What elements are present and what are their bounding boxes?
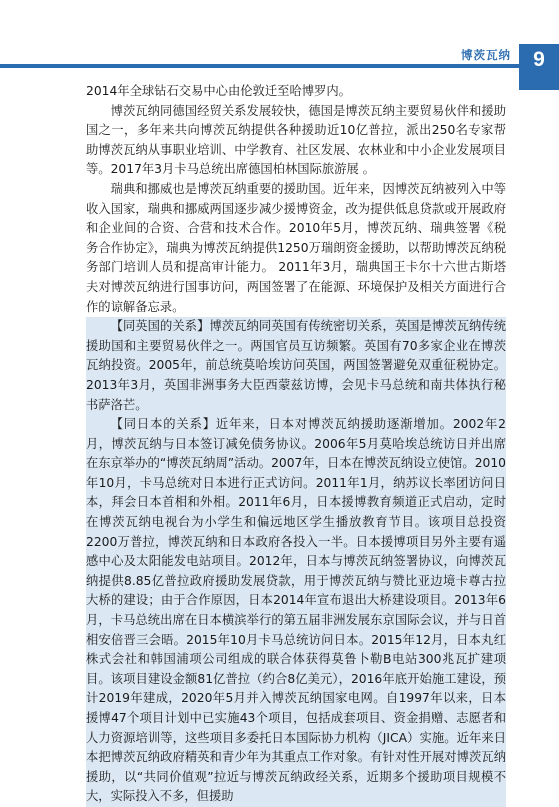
paragraph-sweden-norway: 瑞典和挪威也是博茨瓦纳重要的援助国。近年来，因博茨瓦纳被列入中等收入国家，瑞典和挪威两国逐步减少援博资金，改为提供低息贷款或开展政府和企业间的合资、合营和技术合作。2010年5月，博茨瓦纳、瑞典签署《税务合作协定》，瑞典为博茨瓦纳提供1250万瑞朗资金援助，以帮助博茨瓦纳税务部门培训人员和提高审计能力。 2011年3月，瑞典国王卡尔十六世古斯塔夫对博茨瓦纳进行国事访问，两国签署了在能源、环境保护及相关方面进行合作的谅解备忘录。 — [86, 181, 506, 314]
paragraph-1: 2014年全球钻石交易中心由伦敦迁至哈博罗内。 — [86, 84, 351, 98]
paragraph-uk: 【同英国的关系】博茨瓦纳同英国有传统密切关系，英国是博茨瓦纳传统援助国和主要贸易伙伴之一。两国官员互访频繁。英国有70多家企业在博茨瓦纳投资。2005年，前总统莫哈埃访问英国，两国签署避免双重征税协定。2013年3月，英国非洲事务大臣西蒙兹访博，会见卡马总统和南共体执行秘书萨洛芒。 — [86, 317, 506, 415]
body-text — [86, 82, 506, 807]
header-rule — [0, 64, 519, 68]
paragraph-germany: 博茨瓦纳同德国经贸关系发展较快，德国是博茨瓦纳主要贸易伙伴和援助国之一，多年来共向博茨瓦纳提供各种援助近10亿普拉，派出250名专家帮助博茨瓦纳从事职业培训、中学教育、社区发展、农林业和中小企业发展项目等。2017年3月卡马总统出席德国柏林国际旅游展 。 — [86, 103, 506, 177]
paragraph-japan: 【同日本的关系】近年来，日本对博茨瓦纳援助逐渐增加。2002年2月，博茨瓦纳与日本签订减免债务协议。2006年5月莫哈埃总统访日并出席在东京举办的“博茨瓦纳周”活动。2007年，日本在博茨瓦纳设立使馆。2010年10月，卡马总统对日本进行正式访问。2011年1月，纳苏议长率团访问日本，拜会日本首相和外相。2011年6月，日本援博教育频道正式启动，定时在博茨瓦纳电视台为小学生和偏远地区学生播放教育节目。该项目总投资2200万普拉，博茨瓦纳和日本政府各投入一半。日本援博项目另外主要有遥感中心及太阳能发电站项目。2012年，日本与博茨瓦纳签署协议，向博茨瓦纳提供8.85亿普拉政府援助发展贷款，用于博茨瓦纳与赞比亚边境卡尊古拉大桥的建设；由于合作原因，日本2014年宣布退出大桥建设项目。2013年6月，卡马总统出席在日本横滨举行的第五届非洲发展东京国际会议，并与日首相安倍晋三会晤。2015年10月卡马总统访问日本。2015年12月，日本丸红株式会社和韩国浦项公司组成的联合体获得莫鲁卜勒B电站300兆瓦扩建项目。该项目建设金额81亿普拉（约合8亿美元），2016年底开始施工建设，预计2019年建成，2020年5月并入博茨瓦纳国家电网。自1997年以来，日本援博47个项目计划中已实施43个项目，包括成套项目、资金捐赠、志愿者和人力资源培训等，这些项目多委托日本国际协力机构（JICA）实施。近年来日本把博茨瓦纳政府精英和青少年为其重点工作对象。有针对性开展对博茨瓦纳援助，以“共同价值观”拉近与博茨瓦纳政经关系，近期多个援助项目规模不大，实际投入不多，但援助 — [86, 415, 506, 807]
page-number: 9 — [533, 48, 545, 71]
section-label: 博茨瓦纳 — [461, 48, 511, 62]
